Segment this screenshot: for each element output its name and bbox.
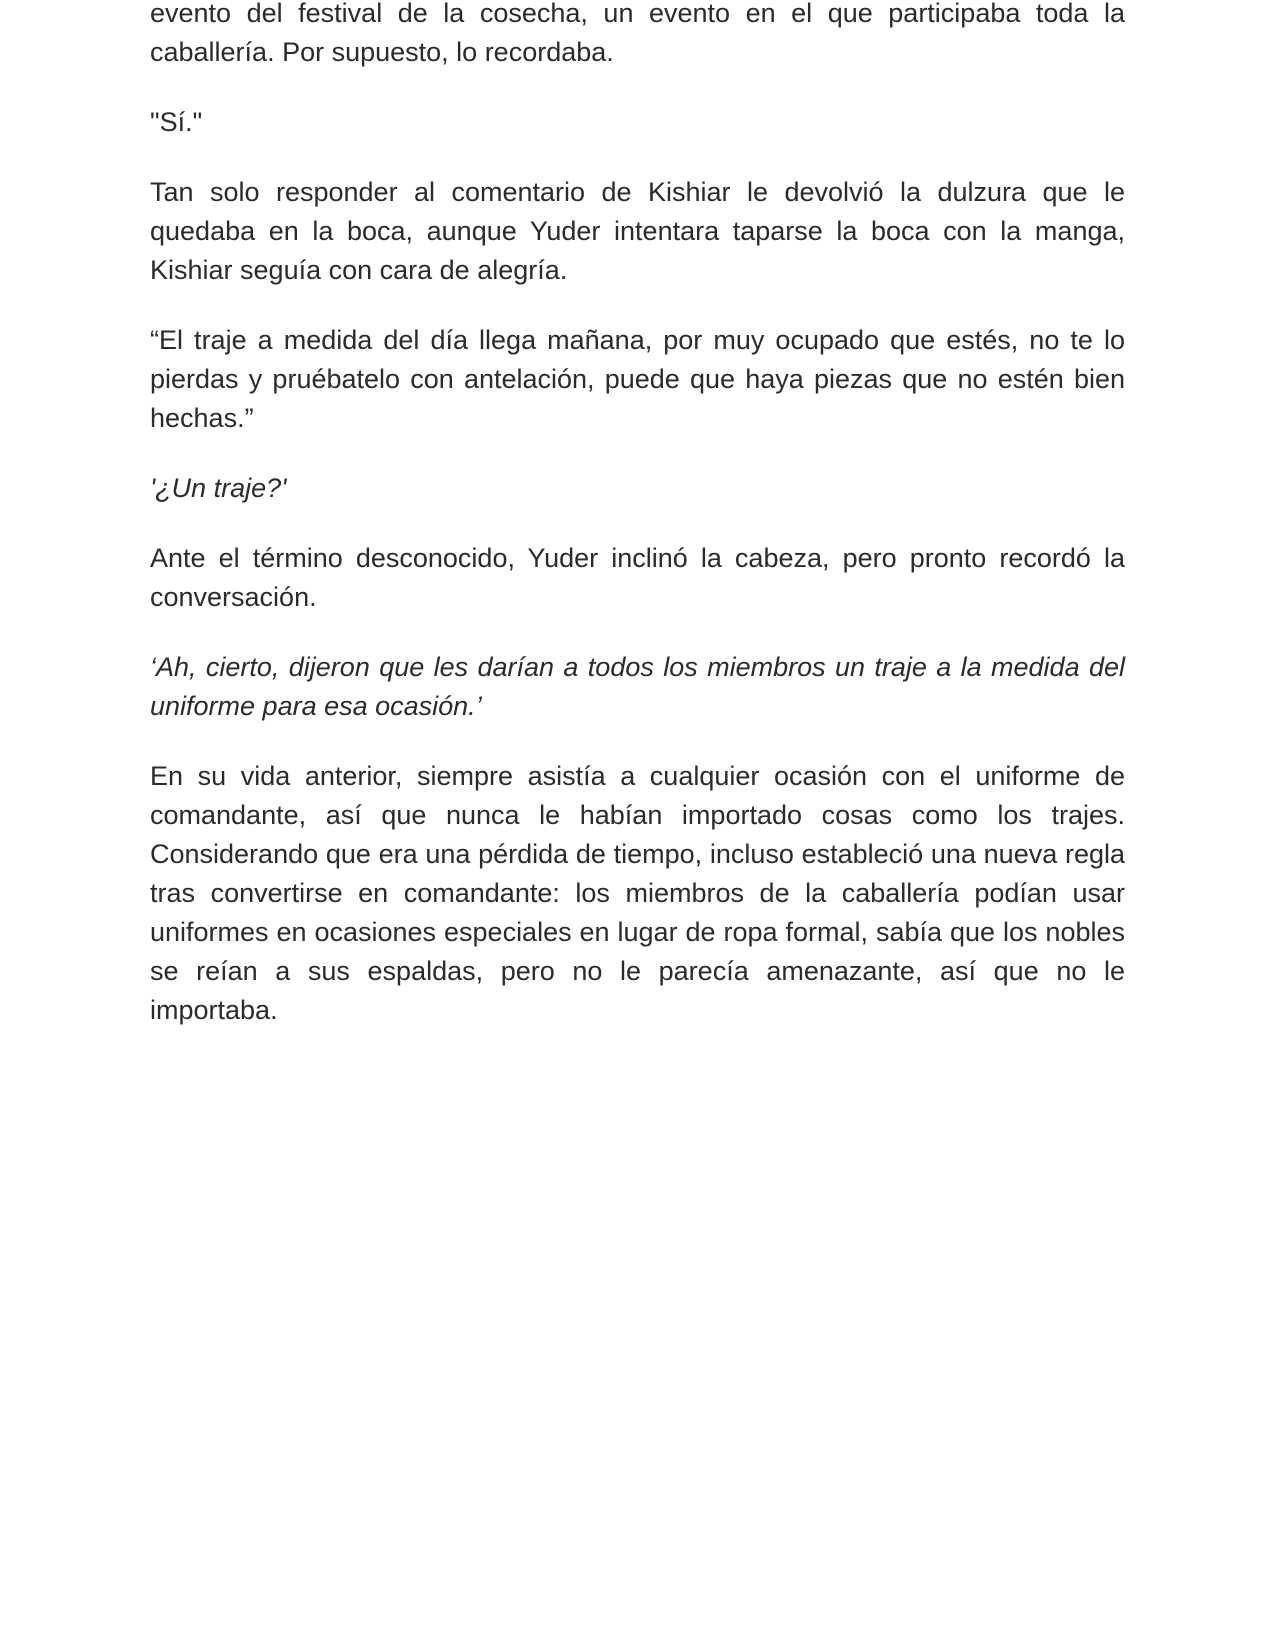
paragraph-6: Ante el término desconocido, Yuder inclinó la cabeza, pero pronto recordó la conversación.	[150, 543, 1125, 612]
document-body	[150, 0, 1125, 1061]
paragraph-3: Tan solo responder al comentario de Kishiar le devolvió la dulzura que le quedaba en la boca, aunque Yuder intentara taparse la boca con la manga, Kishiar seguía con cara de alegría.	[150, 177, 1125, 285]
paragraph-7-thought: ‘Ah, cierto, dijeron que les darían a todos los miembros un traje a la medida del uniforme para esa ocasión.’	[150, 652, 1125, 721]
paragraph-5-thought: '¿Un traje?'	[150, 473, 287, 503]
paragraph-2: "Sí."	[150, 107, 203, 137]
paragraph-8: En su vida anterior, siempre asistía a cualquier ocasión con el uniforme de comandante, así que nunca le habían importado cosas como los trajes. Considerando que era una pérdida de tiempo, incluso estableció una nueva regla tras convertirse en comandante: los miembros de la caballería podían usar uniformes en ocasiones especiales en lugar de ropa formal, sabía que los nobles se reían a sus espaldas, pero no le parecía amenazante, así que no le importaba.	[150, 761, 1125, 1025]
paragraph-1: evento del festival de la cosecha, un evento en el que participaba toda la caballería. Por supuesto, lo recordaba.	[150, 0, 1125, 67]
paragraph-4: “El traje a medida del día llega mañana, por muy ocupado que estés, no te lo pierdas y pruébatelo con antelación, puede que haya piezas que no estén bien hechas.”	[150, 325, 1125, 433]
